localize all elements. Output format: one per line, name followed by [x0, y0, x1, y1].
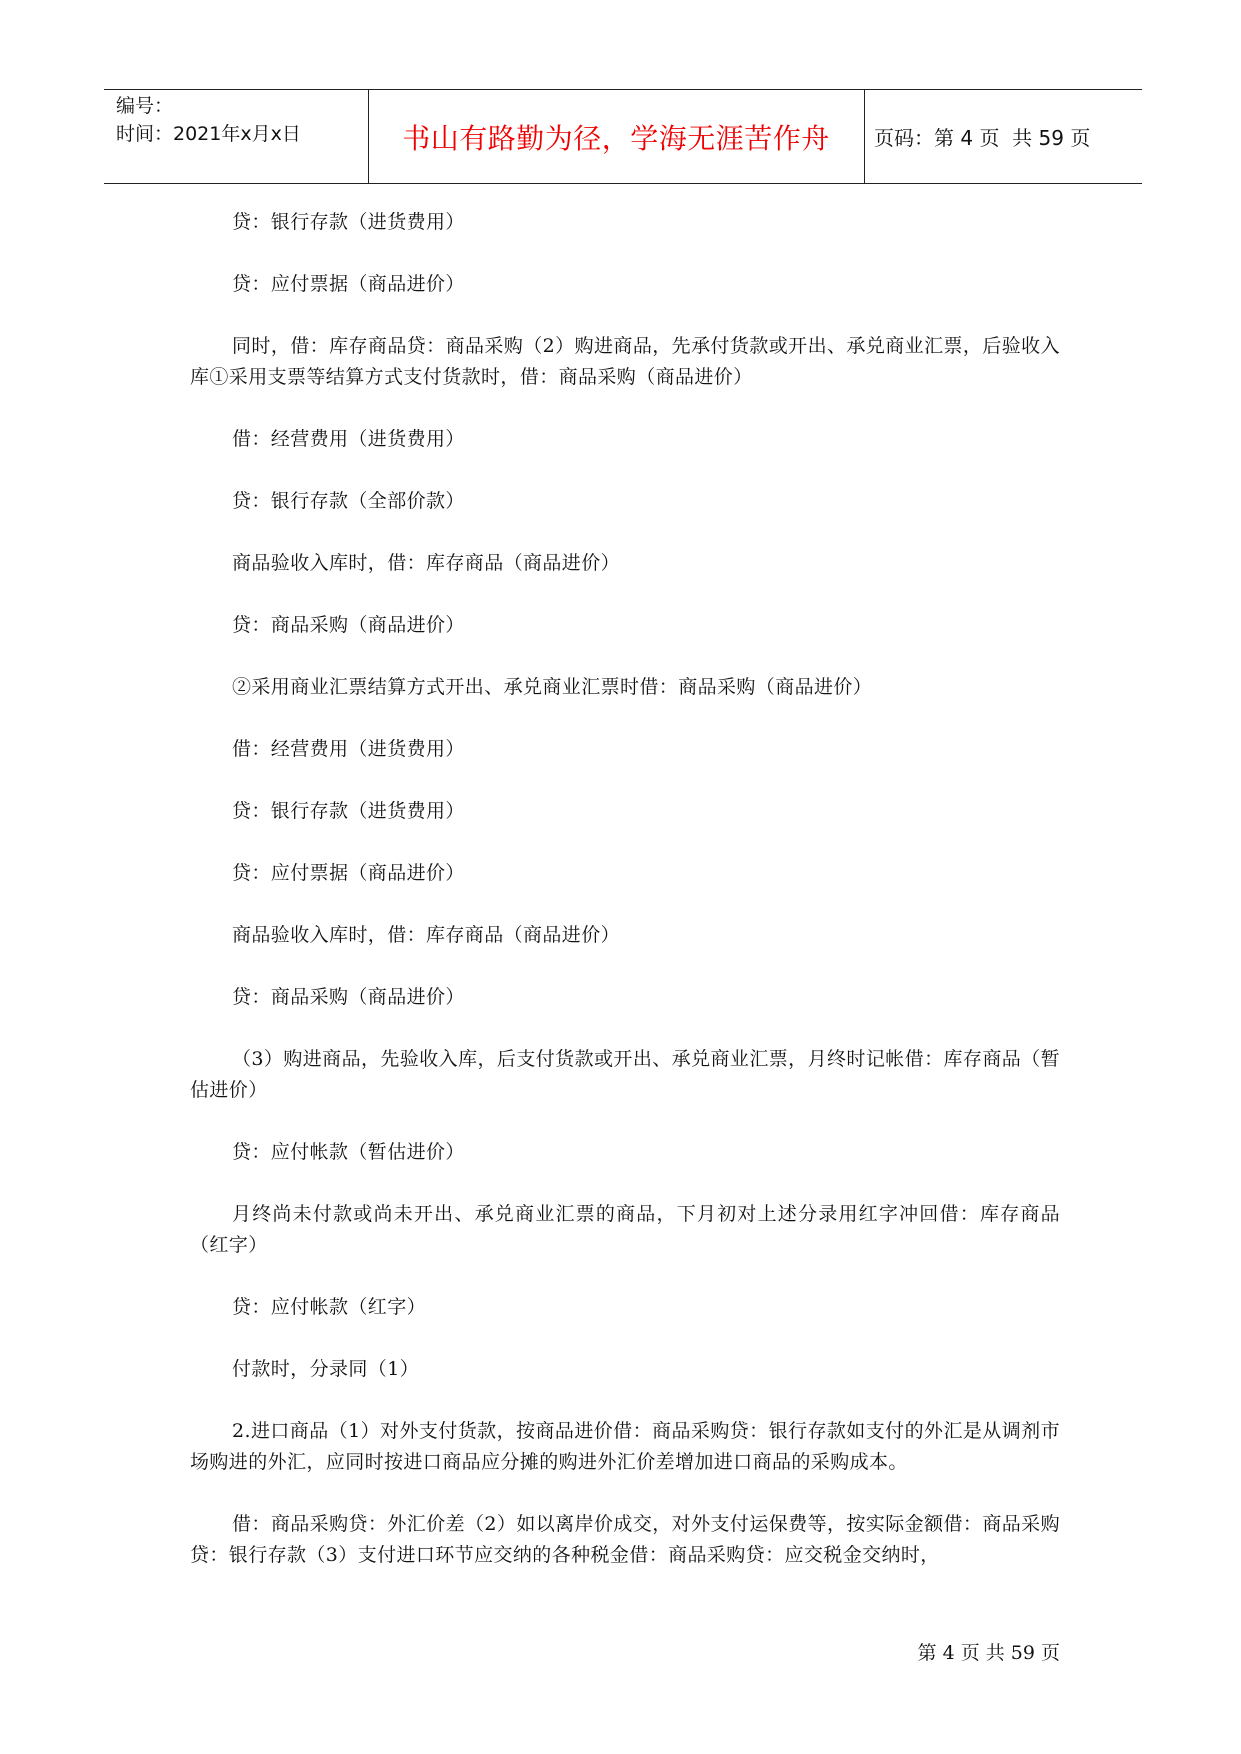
- paragraph: 贷：银行存款（进货费用）: [232, 800, 465, 822]
- paragraph: 贷：应付帐款（暂估进价）: [232, 1141, 465, 1163]
- header-motto: 书山有路勤为径，学海无涯苦作舟: [402, 121, 830, 155]
- header-meta: [116, 90, 366, 185]
- header-divider-right: [864, 90, 865, 183]
- page-footer: 第 4 页 共 59 页: [917, 1642, 1060, 1664]
- paragraph: 商品验收入库时，借：库存商品（商品进价）: [232, 552, 621, 574]
- paragraph: 借：经营费用（进货费用）: [232, 738, 465, 760]
- paragraph: 商品验收入库时，借：库存商品（商品进价）: [232, 924, 621, 946]
- document-body: [190, 207, 1060, 1571]
- paragraph: 借：经营费用（进货费用）: [232, 428, 465, 450]
- paragraph: 贷：银行存款（全部价款）: [232, 490, 465, 512]
- paragraph: 付款时，分录同（1）: [232, 1358, 420, 1380]
- paragraph: 2.进口商品（1）对外支付货款，按商品进价借：商品采购贷：银行存款如支付的外汇是从调剂市场购进的外汇，应同时按进口商品应分摊的购进外汇价差增加进口商品的采购成本。: [190, 1420, 1060, 1473]
- paragraph: 贷：应付帐款（红字）: [232, 1296, 427, 1318]
- header-page-number: 页码：第 4 页 共 59 页: [874, 126, 1091, 150]
- paragraph: 同时，借：库存商品贷：商品采购（2）购进商品，先承付货款或开出、承兑商业汇票，后验收入库①采用支票等结算方式支付货款时，借：商品采购（商品进价）: [190, 335, 1060, 388]
- serial-number-label: 编号：: [116, 95, 174, 117]
- paragraph: 贷：商品采购（商品进价）: [232, 986, 465, 1008]
- paragraph: 借：商品采购贷：外汇价差（2）如以离岸价成交，对外支付运保费等，按实际金额借：商品采购贷：银行存款（3）支付进口环节应交纳的各种税金借：商品采购贷：应交税金交纳时，: [190, 1513, 1060, 1566]
- paragraph: 贷：应付票据（商品进价）: [232, 273, 465, 295]
- page-header: [104, 89, 1142, 184]
- paragraph: ②采用商业汇票结算方式开出、承兑商业汇票时借：商品采购（商品进价）: [232, 676, 873, 698]
- paragraph: 贷：商品采购（商品进价）: [232, 614, 465, 636]
- paragraph: （3）购进商品，先验收入库，后支付货款或开出、承兑商业汇票，月终时记帐借：库存商品（暂估进价）: [190, 1048, 1060, 1101]
- date-label: 时间：2021年x月x日: [116, 123, 301, 145]
- paragraph: 贷：应付票据（商品进价）: [232, 862, 465, 884]
- paragraph: 月终尚未付款或尚未开出、承兑商业汇票的商品，下月初对上述分录用红字冲回借：库存商品（红字）: [190, 1203, 1060, 1256]
- paragraph: 贷：银行存款（进货费用）: [232, 211, 465, 233]
